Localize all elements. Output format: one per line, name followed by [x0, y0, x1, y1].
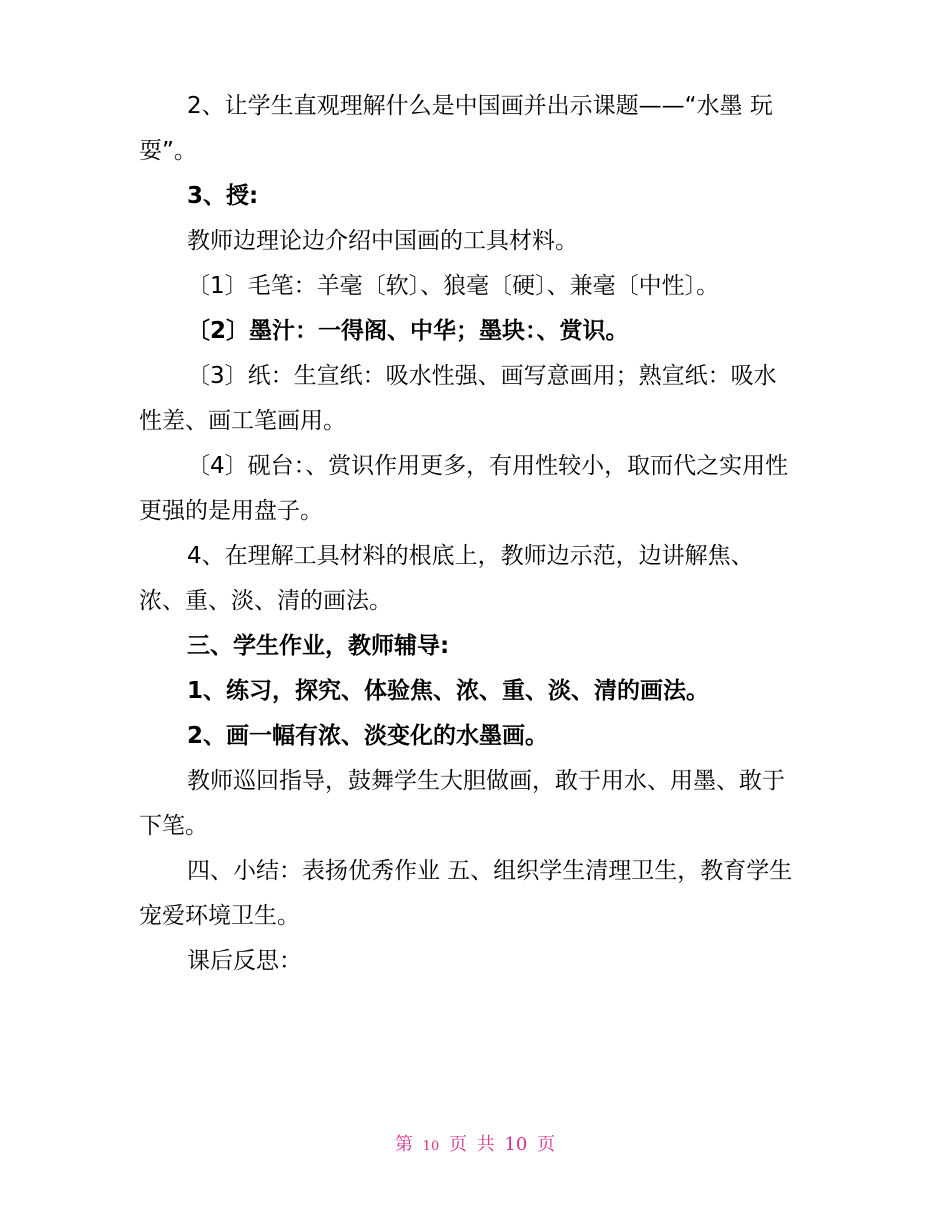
- footer-total-pages: 10: [504, 1134, 528, 1155]
- paragraph-brush: 〔1〕毛笔：羊毫〔软〕、狼毫〔硬〕、兼毫〔中性〕。: [187, 273, 720, 299]
- paragraph-ink: 〔2〕墨汁：一得阁、中华；墨块：、赏识。: [187, 318, 629, 344]
- footer-mid2: 共: [476, 1134, 495, 1155]
- paragraph-summary: 四、小结：表扬优秀作业 五、组织学生清理卫生，教育学生宠爱环境卫生。: [139, 858, 793, 929]
- footer-mid1: 页: [448, 1134, 467, 1155]
- paragraph-reflection: 课后反思：: [187, 948, 302, 974]
- paragraph-inkstone: 〔4〕砚台：、赏识作用更多，有用性较小，取而代之实用性更强的是用盘子。: [139, 453, 789, 524]
- document-body: [139, 84, 799, 984]
- paragraph-tools-intro: 教师边理论边介绍中国画的工具材料。: [187, 228, 578, 254]
- paragraph-paint-task: 2、画一幅有浓、淡变化的水墨画。: [187, 723, 549, 749]
- footer-suffix: 页: [537, 1134, 556, 1155]
- page-footer: [0, 1133, 950, 1159]
- heading-student-work: 三、学生作业，教师辅导:: [187, 633, 450, 659]
- paragraph-paper: 〔3〕纸：生宣纸：吸水性强、画写意画用；熟宣纸：吸水性差、画工笔画用。: [139, 363, 777, 434]
- paragraph-intro-topic: 2、让学生直观理解什么是中国画并出示课题——“水墨 玩耍”。: [139, 93, 773, 164]
- footer-current-page: 10: [422, 1139, 440, 1154]
- paragraph-guidance: 教师巡回指导，鼓舞学生大胆做画，敢于用水、用墨、敢于下笔。: [139, 768, 785, 839]
- heading-teach: 3、授:: [187, 183, 259, 209]
- paragraph-demo: 4、在理解工具材料的根底上，教师边示范，边讲解焦、浓、重、淡、清的画法。: [139, 543, 754, 614]
- footer-prefix: 第: [394, 1134, 413, 1155]
- paragraph-practice: 1、练习，探究、体验焦、浓、重、淡、清的画法。: [187, 678, 710, 704]
